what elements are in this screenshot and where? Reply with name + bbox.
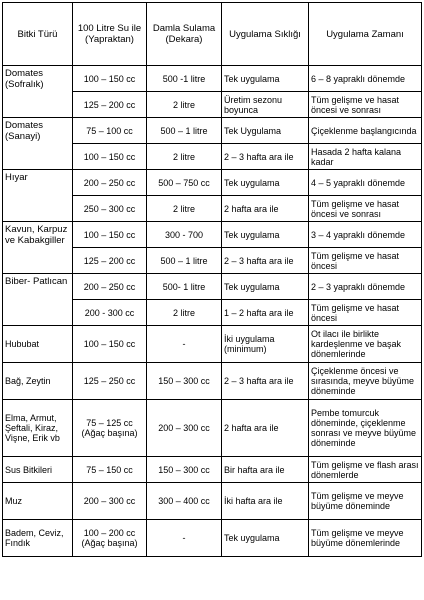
frequency: 2 – 3 hafta ara ile	[222, 248, 309, 274]
frequency: Tek Uygulama	[222, 118, 309, 144]
frequency: 2 hafta ara ile	[222, 196, 309, 222]
timing: 3 – 4 yapraklı dönemde	[309, 222, 422, 248]
table-header-row	[3, 3, 422, 66]
table-row	[3, 274, 422, 300]
foliar-dose: 125 – 200 cc	[73, 248, 147, 274]
crop-name: Elma, Armut, Şeftali, Kiraz, Vişne, Erik vb	[3, 400, 73, 457]
foliar-dose: 100 – 150 cc	[73, 326, 147, 363]
timing: Tüm gelişme ve flash arası dönemlerde	[309, 457, 422, 483]
drip-dose: 500- 1 litre	[147, 274, 222, 300]
timing: Hasada 2 hafta kalana kadar	[309, 144, 422, 170]
header-foliar: 100 Litre Su ile (Yapraktan)	[73, 3, 147, 66]
frequency: Tek uygulama	[222, 66, 309, 92]
foliar-dose: 100 – 150 cc	[73, 66, 147, 92]
timing: Pembe tomurcuk döneminde, çiçeklenme sonrası ve meyve büyüme döneminde	[309, 400, 422, 457]
drip-dose: 500 – 1 litre	[147, 118, 222, 144]
header-drip: Damla Sulama (Dekara)	[147, 3, 222, 66]
foliar-dose: 200 - 300 cc	[73, 300, 147, 326]
timing: 4 – 5 yapraklı dönemde	[309, 170, 422, 196]
drip-dose: 300 - 700	[147, 222, 222, 248]
foliar-dose: 100 – 200 cc (Ağaç başına)	[73, 520, 147, 557]
drip-dose: 2 litre	[147, 144, 222, 170]
table-row	[3, 170, 422, 196]
frequency: Tek uygulama	[222, 170, 309, 196]
table-row	[3, 118, 422, 144]
drip-dose: 2 litre	[147, 92, 222, 118]
fertilizer-table	[2, 2, 422, 557]
frequency: İki uygulama (minimum)	[222, 326, 309, 363]
foliar-dose: 200 – 300 cc	[73, 483, 147, 520]
table-row	[3, 457, 422, 483]
drip-dose: 500 – 1 litre	[147, 248, 222, 274]
table-row	[3, 520, 422, 557]
header-crop: Bitki Türü	[3, 3, 73, 66]
crop-name: Hububat	[3, 326, 73, 363]
timing: Tüm gelişme ve hasat öncesi	[309, 248, 422, 274]
crop-name: Biber- Patlıcan	[3, 274, 73, 326]
foliar-dose: 125 – 200 cc	[73, 92, 147, 118]
crop-name: Hıyar	[3, 170, 73, 222]
crop-name: Sus Bitkileri	[3, 457, 73, 483]
foliar-dose: 200 – 250 cc	[73, 274, 147, 300]
table-row	[3, 363, 422, 400]
timing: Çiçeklenme öncesi ve sırasında, meyve büyüme döneminde	[309, 363, 422, 400]
drip-dose: 2 litre	[147, 196, 222, 222]
foliar-dose: 100 – 150 cc	[73, 222, 147, 248]
drip-dose: -	[147, 326, 222, 363]
foliar-dose: 100 – 150 cc	[73, 144, 147, 170]
crop-name: Badem, Ceviz, Fındık	[3, 520, 73, 557]
drip-dose: 200 – 300 cc	[147, 400, 222, 457]
frequency: 1 – 2 hafta ara ile	[222, 300, 309, 326]
frequency: 2 – 3 hafta ara ile	[222, 363, 309, 400]
table-row	[3, 326, 422, 363]
frequency: 2 hafta ara ile	[222, 400, 309, 457]
foliar-dose: 250 – 300 cc	[73, 196, 147, 222]
timing: Tüm gelişme ve hasat öncesi	[309, 300, 422, 326]
drip-dose: -	[147, 520, 222, 557]
table-row	[3, 222, 422, 248]
frequency: İki hafta ara ile	[222, 483, 309, 520]
timing: Ot ilacı ile birlikte kardeşlenme ve başak dönemlerinde	[309, 326, 422, 363]
foliar-dose: 125 – 250 cc	[73, 363, 147, 400]
table-row	[3, 400, 422, 457]
frequency: Tek uygulama	[222, 222, 309, 248]
timing: 2 – 3 yapraklı dönemde	[309, 274, 422, 300]
foliar-dose: 75 – 150 cc	[73, 457, 147, 483]
header-frequency: Uygulama Sıklığı	[222, 3, 309, 66]
timing: Tüm gelişme ve meyve büyüme döneminde	[309, 483, 422, 520]
foliar-dose: 200 – 250 cc	[73, 170, 147, 196]
frequency: 2 – 3 hafta ara ile	[222, 144, 309, 170]
crop-name: Muz	[3, 483, 73, 520]
foliar-dose: 75 – 100 cc	[73, 118, 147, 144]
header-timing: Uygulama Zamanı	[309, 3, 422, 66]
drip-dose: 500 – 750 cc	[147, 170, 222, 196]
timing: 6 – 8 yapraklı dönemde	[309, 66, 422, 92]
frequency: Tek uygulama	[222, 520, 309, 557]
timing: Tüm gelişme ve hasat öncesi ve sonrası	[309, 92, 422, 118]
foliar-dose: 75 – 125 cc (Ağaç başına)	[73, 400, 147, 457]
crop-name: Bağ, Zeytin	[3, 363, 73, 400]
crop-name: Kavun, Karpuz ve Kabakgiller	[3, 222, 73, 274]
timing: Tüm gelişme ve meyve büyüme dönemlerinde	[309, 520, 422, 557]
crop-name: Domates (Sanayi)	[3, 118, 73, 170]
drip-dose: 500 -1 litre	[147, 66, 222, 92]
timing: Çiçeklenme başlangıcında	[309, 118, 422, 144]
frequency: Bir hafta ara ile	[222, 457, 309, 483]
drip-dose: 300 – 400 cc	[147, 483, 222, 520]
drip-dose: 2 litre	[147, 300, 222, 326]
crop-name: Domates (Sofralık)	[3, 66, 73, 118]
drip-dose: 150 – 300 cc	[147, 363, 222, 400]
table-row	[3, 483, 422, 520]
frequency: Üretim sezonu boyunca	[222, 92, 309, 118]
drip-dose: 150 – 300 cc	[147, 457, 222, 483]
timing: Tüm gelişme ve hasat öncesi ve sonrası	[309, 196, 422, 222]
table-row	[3, 66, 422, 92]
frequency: Tek uygulama	[222, 274, 309, 300]
document-page	[2, 2, 422, 557]
